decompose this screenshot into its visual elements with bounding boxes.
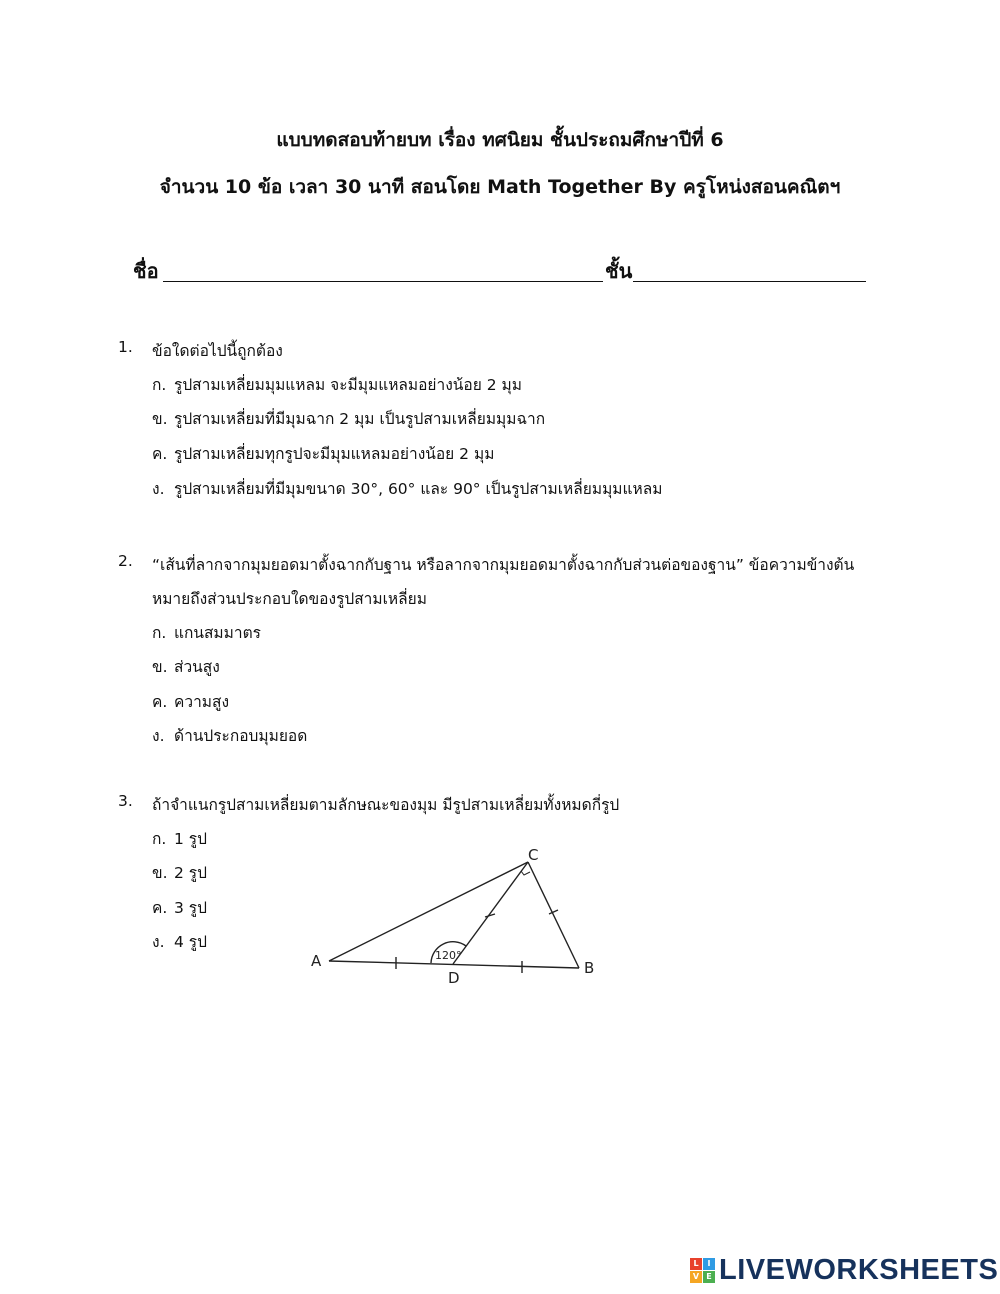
- liveworksheets-logo-icon: [690, 1258, 715, 1283]
- option-letter: ค.: [152, 693, 168, 711]
- option-text: ความสูง: [174, 693, 230, 711]
- question-text: ถ้าจำแนกรูปสามเหลี่ยมตามลักษณะของมุม มีรูปสามเหลี่ยมทั้งหมดกี่รูป: [152, 796, 620, 814]
- option-letter: ก.: [152, 376, 167, 394]
- question-number: 2.: [118, 552, 133, 570]
- option-1d[interactable]: [152, 476, 662, 501]
- triangle-figure: [300, 838, 620, 988]
- name-label: ชื่อ: [133, 259, 159, 283]
- option-text: ส่วนสูง: [174, 658, 220, 676]
- vertex-label-b: B: [584, 959, 595, 977]
- segment-cd: [453, 862, 528, 964]
- option-3d[interactable]: [152, 929, 207, 954]
- option-letter: ค.: [152, 445, 168, 463]
- option-2b[interactable]: [152, 654, 220, 679]
- option-3b[interactable]: [152, 860, 207, 885]
- option-letter: ก.: [152, 624, 167, 642]
- option-letter: ง.: [152, 933, 165, 951]
- option-text: 3 รูป: [174, 899, 207, 917]
- option-2d[interactable]: [152, 723, 307, 748]
- vertex-label-c: C: [528, 846, 539, 864]
- angle-label: 120°: [435, 949, 462, 962]
- logo-tile: V: [690, 1271, 702, 1283]
- logo-tile: E: [703, 1271, 715, 1283]
- option-1c[interactable]: [152, 441, 494, 466]
- logo-tile: I: [703, 1258, 715, 1270]
- page-subtitle: จำนวน 10 ข้อ เวลา 30 นาที สอนโดย Math Together By ครูโหน่งสอนคณิตฯ: [159, 176, 841, 198]
- option-1a[interactable]: [152, 372, 522, 397]
- vertex-label-d: D: [448, 969, 460, 987]
- option-2a[interactable]: [152, 620, 261, 645]
- brand-wordmark: LIVEWORKSHEETS: [719, 1253, 999, 1286]
- option-text: รูปสามเหลี่ยมที่มีมุมฉาก 2 มุม เป็นรูปสามเหลี่ยมมุมฉาก: [174, 410, 546, 428]
- class-field[interactable]: [633, 281, 866, 282]
- option-text: 1 รูป: [174, 830, 207, 848]
- class-label: ชั้น: [605, 259, 633, 283]
- page-title: แบบทดสอบท้ายบท เรื่อง ทศนิยม ชั้นประถมศึกษาปีที่ 6: [276, 129, 724, 151]
- side-ac: [329, 862, 528, 961]
- question-text-line2: หมายถึงส่วนประกอบใดของรูปสามเหลี่ยม: [152, 590, 427, 608]
- option-letter: ง.: [152, 727, 165, 745]
- option-letter: ค.: [152, 899, 168, 917]
- option-letter: ก.: [152, 830, 167, 848]
- question-number: 3.: [118, 792, 133, 810]
- option-3c[interactable]: [152, 895, 207, 920]
- question-text: ข้อใดต่อไปนี้ถูกต้อง: [152, 342, 283, 360]
- option-letter: ง.: [152, 480, 165, 498]
- liveworksheets-brand: [690, 1253, 998, 1287]
- option-text: แกนสมมาตร: [174, 624, 261, 642]
- option-text: รูปสามเหลี่ยมที่มีมุมขนาด 30°, 60° และ 90° เป็นรูปสามเหลี่ยมมุมแหลม: [174, 480, 663, 498]
- name-field[interactable]: [163, 281, 603, 282]
- option-text: 2 รูป: [174, 864, 207, 882]
- vertex-label-a: A: [311, 952, 322, 970]
- option-text: ด้านประกอบมุมยอด: [174, 727, 308, 745]
- logo-tile: L: [690, 1258, 702, 1270]
- side-cb: [528, 862, 579, 968]
- question-text: “เส้นที่ลากจากมุมยอดมาตั้งฉากกับฐาน หรือลากจากมุมยอดมาตั้งฉากกับส่วนต่อของฐาน” ข้อความข้างต้น: [152, 556, 855, 574]
- option-1b[interactable]: [152, 406, 545, 431]
- option-text: 4 รูป: [174, 933, 207, 951]
- option-letter: ข.: [152, 864, 168, 882]
- option-3a[interactable]: [152, 826, 207, 851]
- option-2c[interactable]: [152, 689, 229, 714]
- option-text: รูปสามเหลี่ยมมุมแหลม จะมีมุมแหลมอย่างน้อย 2 มุม: [174, 376, 522, 394]
- option-letter: ข.: [152, 658, 168, 676]
- angle-mark-c: [521, 871, 530, 875]
- option-letter: ข.: [152, 410, 168, 428]
- question-number: 1.: [118, 338, 133, 356]
- option-text: รูปสามเหลี่ยมทุกรูปจะมีมุมแหลมอย่างน้อย 2 มุม: [174, 445, 495, 463]
